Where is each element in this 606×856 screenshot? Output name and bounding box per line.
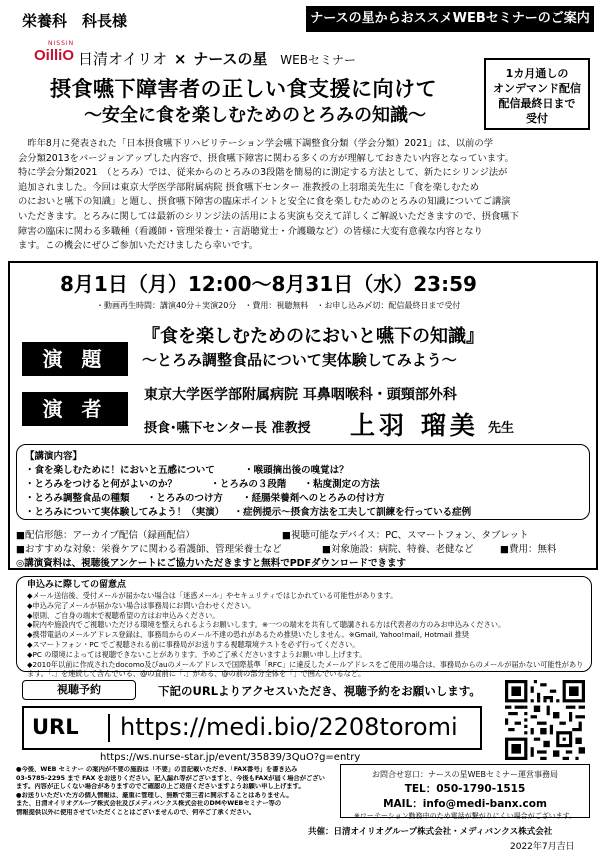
sub-title: ～安全に食を楽しむためのとろみの知識～ xyxy=(84,105,426,126)
ondemand-line: 配信最終日まで xyxy=(498,97,576,110)
speaker-affiliation: 東京大学医学部附属病院 耳鼻咽喉科・頭頸部外科 xyxy=(144,387,457,403)
schedule-period: 8月1日（月）12:00～8月31日（水）23:59 xyxy=(60,272,477,296)
lecture-contents xyxy=(16,444,590,520)
contents-item: ・喉頭摘出後の嗅覚は？ xyxy=(244,465,349,476)
intro-line: のにおいと嚥下の知識」と題し、摂食嚥下障害の臨床ポイントと安全に食を楽しむためのとろみの知識についてご講演 xyxy=(18,196,511,208)
recommended-audience: ■おすすめな対象：栄養ケアに関わる看護師、管理栄養士など xyxy=(16,544,282,555)
ondemand-note xyxy=(484,58,590,130)
fax-line: 情報提供以外に使用させていただくことはございませんので、何卒ご了承ください。 xyxy=(16,808,256,816)
contact-box xyxy=(340,764,590,818)
notes-heading: 申込みに際しての留意点 xyxy=(27,580,127,590)
seminar-kind: WEBセミナー xyxy=(280,53,356,67)
full-url[interactable]: https://ws.nurse-star.jp/event/35839/3QuO?g=entry xyxy=(100,752,361,763)
note-line: ます。「.」を連続して含んでいる、@の直前に「.」がある、@の前の部分全体を「」で囲んでいるなど。 xyxy=(27,669,366,679)
note-line: ◆原則、ご自身の端末で視聴希望の方はお申込みください。 xyxy=(27,610,220,620)
contact-note: ※ローテーション勤務中のため電話が繋がりにくい場合がございます。 xyxy=(353,812,577,820)
contents-item: ・とろみをつけると何がよいのか？ xyxy=(25,479,178,490)
note-line: ◆メール送信後、受付メールが届かない場合は「迷惑メール」やセキュリティではじかれている可能性があります。 xyxy=(27,591,398,600)
fax-line: ●お送りいただいた方の個人情報は、厳重に管理し、無断で第三者に開示することはありません。 xyxy=(16,791,293,799)
sponsor-company xyxy=(78,48,356,69)
contents-item: ・経腸栄養剤へのとろみの付け方 xyxy=(242,493,385,504)
contents-item: ・とろみのつけ方 xyxy=(146,493,223,504)
contact-mail[interactable]: MAIL：info@medi-banx.com xyxy=(383,798,547,810)
contents-item: ・食を楽しむために！においと五感について xyxy=(25,465,215,476)
contents-row xyxy=(25,476,380,490)
note-line: ◆申込み完了メールが届かない場合は事務局にお問い合わせください。 xyxy=(27,600,256,610)
delivery-format: ■配信形態：アーカイブ配信（録画配信） xyxy=(16,530,195,541)
contact-tel[interactable]: TEL：050-1790-1515 xyxy=(404,783,526,795)
note-line: ◆スマートフォン・PC でご視聴される前に事務局がお送りする視聴環境テストを必ず行ってください。 xyxy=(27,639,360,649)
contents-item: ・とろみの３段階 xyxy=(210,479,287,490)
fax-line: また、日清オイリオグループ株式会社及びメディバンクス株式会社のDMやWEBセミナー等の xyxy=(16,800,282,808)
fax-line: 03-5785-2295 まで FAX をお送りください。記入漏れ等がございますと、今後もFAXが届く場合がござい xyxy=(16,774,325,782)
fax-line: ●今後、WEB セミナー の案内が不要の施設は「不要」の旨記載いただき、「FAX番号」を書き込み xyxy=(16,766,298,773)
contents-row xyxy=(25,490,385,504)
brand-name: ナースの星 xyxy=(193,50,268,68)
note-line: ◆院内や施設内でご視聴いただける環境を整えられるようお願いします。※一つの端末を共有して聴講される方は代表者の方のみお申込みください。 xyxy=(27,620,506,630)
intro-line: 昨年8月に発表された「日本摂食嚥下リハビリテーション学会嚥下調整食分類（学会分類）2021」は、以前の学 xyxy=(18,138,493,149)
ondemand-line: 受付 xyxy=(526,112,548,125)
qr-code-graphic xyxy=(505,680,585,760)
notes-box xyxy=(16,576,592,679)
intro-line: ます。この機会にぜひご参加いただけましたら幸いです。 xyxy=(18,240,259,252)
speaker-label: 演 者 xyxy=(22,392,128,426)
ondemand-line: オンデマンド配信 xyxy=(493,82,581,95)
main-title: 摂食嚥下障害者の正しい食支援に向けて xyxy=(50,77,437,101)
banner: ナースの星からおススメWEBセミナーのご案内 xyxy=(306,6,594,32)
fax-notice xyxy=(16,766,334,818)
contents-row xyxy=(25,462,349,476)
issue-date: 2022年7月吉日 xyxy=(510,842,575,852)
topic-main: 『食を楽しむためのにおいと嚥下の知識』 xyxy=(142,326,484,347)
contents-item: ・症例提示～摂食方法を工夫して訓練を行っている症例 xyxy=(233,507,472,518)
registration-url[interactable]: https://medi.bio/2208toromi xyxy=(120,713,458,741)
note-line: ◆PC の環境によっては視聴できないことがあります。予めご了承くださいますようお願い申し上げます。 xyxy=(27,649,367,659)
registration-label: 視聴予約 xyxy=(22,680,136,700)
logo-main-text: OilliO xyxy=(34,47,75,64)
note-line: ◆携帯電話のメールアドレス登録は、事務局からのメール不達の恐れがあるため推奨いたしません。※Gmail, Yahoo!mail, Hotmail 推奨 xyxy=(27,630,469,640)
logo-small-text: NISSIN xyxy=(48,40,75,47)
contents-item: ・とろみ調整食品の種類 xyxy=(25,493,130,504)
qr-code[interactable] xyxy=(505,680,585,760)
note-line: ◆2010年以前に作成されたdocomo及びauのメールアドレスで国際基準「RFC」に違反したメールアドレスをご使用の場合は、事務局からのメールが届かない可能性があり xyxy=(27,659,584,669)
speaker-position: 摂食･嚥下センター長 准教授 xyxy=(144,421,311,436)
intro-text xyxy=(18,137,592,254)
ondemand-line: 1カ月通しの xyxy=(505,67,569,80)
schedule-details: ・動画再生時間：講演40分＋実演20分 ・費用：視聴無料 ・お申し込み〆切：配信最終日まで受付 xyxy=(96,301,461,310)
contact-title: お問合せ窓口：ナースの星WEBセミナー運営事務局 xyxy=(371,770,559,779)
registration-instruction: 下記のURLよりアクセスいただき、視聴予約をお願いします。 xyxy=(158,684,481,698)
addressee: 栄養科 科長様 xyxy=(22,12,128,30)
url-label: URL xyxy=(32,715,79,739)
contents-item: ・粘度測定の方法 xyxy=(303,479,380,490)
viewing-devices: ■視聴可能なデバイス：PC、スマートフォン、タブレット xyxy=(282,530,529,541)
company-name: 日清オイリオ xyxy=(78,50,168,68)
url-box[interactable] xyxy=(22,706,482,750)
cross-mark: × xyxy=(173,50,187,68)
intro-line: 追加されました。今回は東京大学医学部附属病院 摂食嚥下センター 准教授の上羽瑠美先生に「食を楽しむため xyxy=(18,181,480,193)
url-divider xyxy=(108,714,110,742)
speaker-honorific: 先生 xyxy=(488,421,515,436)
intro-line: 特に学会分類2021 （とろみ）では、従来からのとろみの3段階を簡易的に測定する方法として、新たにシリンジ法が xyxy=(18,167,508,179)
contents-row xyxy=(25,504,471,518)
cosponsor: 共催：日清オイリオグループ株式会社・メディバンクス株式会社 xyxy=(308,827,553,837)
fax-line: ます。内容が正しくない場合がありますのでご確認の上ご返信くださいますようお願い申し上げます。 xyxy=(16,783,305,791)
nisshin-oillio-logo xyxy=(34,40,74,68)
intro-line: いただきます。とろみに関しては最新のシリンジ法の活用による実演も交えて詳しくご解説いただきますので、摂食嚥下 xyxy=(18,210,519,222)
speaker-name: 上羽 瑠美 xyxy=(350,411,479,440)
target-facilities: ■対象施設：病院、特養、老健など xyxy=(322,544,474,555)
intro-line: 障害の臨床に関わる多職種（看護師・管理栄養士・言語聴覚士・介護職など）の皆様に大変有意義な内容となり xyxy=(18,225,483,237)
contents-heading: 【講演内容】 xyxy=(25,451,83,462)
contents-item: ・とろみについて実体験してみよう！（実演） xyxy=(25,507,225,518)
topic-label: 演 題 xyxy=(22,342,128,376)
topic-sub: ～とろみ調整食品について実体験してみよう～ xyxy=(142,351,457,369)
materials-note: ◎講演資料は、視聴後アンケートにご協力いただきますと無料でPDFダウンロードできます xyxy=(16,558,407,569)
fee: ■費用：無料 xyxy=(500,544,557,555)
intro-line: 会分類2013をバージョンアップした内容で、摂食嚥下障害に関わる多くの方が理解しておきたい内容となっています。 xyxy=(18,152,514,164)
